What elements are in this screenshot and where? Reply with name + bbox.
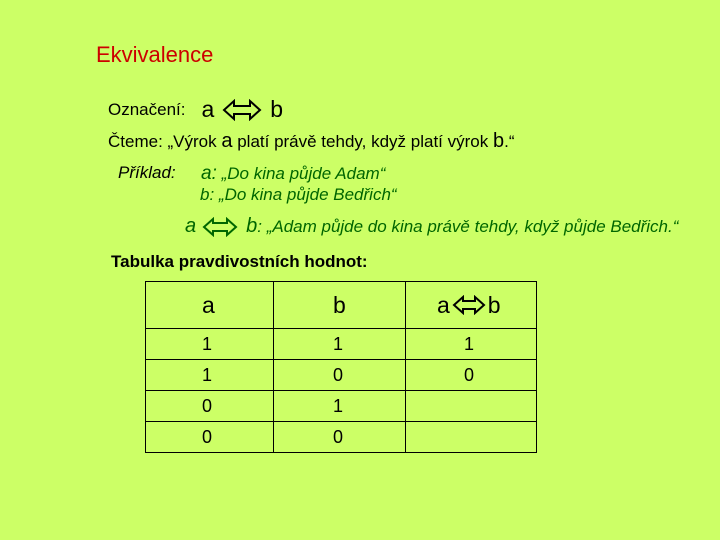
cell-a: 1 [146,360,274,391]
notation-line [108,96,283,123]
example-b-text: „Do kina půjde Bedřich“ [214,185,397,204]
table-row [146,422,537,453]
example-result [185,215,678,238]
example-a-text: „Do kina půjde Adam“ [216,164,386,183]
notation-b: b [270,96,284,122]
table-header-row [146,282,537,329]
example-line-a [201,163,385,185]
cell-a: 0 [146,422,274,453]
result-b: b [246,215,258,237]
double-arrow-icon [222,99,262,121]
example-b-var: b: [200,185,215,204]
reading-prefix: Čteme: „Výrok [108,132,222,151]
truth-table [145,281,537,453]
double-arrow-icon [452,295,486,315]
cell-result: 0 [406,360,537,391]
reading-a: a [221,130,233,152]
cell-a: 0 [146,391,274,422]
notation-label: Označení: [108,99,186,119]
table-caption: Tabulka pravdivostních hodnot: [111,252,368,271]
header-equivalence-b: b [487,291,501,318]
reading-b: b [492,130,505,152]
table-row [146,360,537,391]
cell-b: 1 [274,391,406,422]
reading-suffix: .“ [504,132,515,151]
cell-b: 0 [274,422,406,453]
result-a: a [185,215,197,237]
notation-a: a [201,96,215,122]
cell-b: 1 [274,329,406,360]
header-b: b [274,282,406,329]
example-label: Příklad: [118,163,176,182]
header-a: a [146,282,274,329]
table-row [146,329,537,360]
double-arrow-icon [202,217,238,237]
example-a-var: a: [201,163,217,184]
cell-a: 1 [146,329,274,360]
result-text: : „Adam půjde do kina právě tehdy, když půjde Bedřich.“ [257,216,679,236]
reading-middle: platí právě tehdy, když platí výrok [232,132,493,151]
table-row [146,391,537,422]
header-equivalence [406,282,537,329]
page-title: Ekvivalence [96,42,214,67]
example-line-b [200,185,397,205]
cell-result [406,391,537,422]
cell-result: 1 [406,329,537,360]
cell-b: 0 [274,360,406,391]
reading-line [108,130,514,153]
cell-result [406,422,537,453]
header-equivalence-a: a [437,291,450,318]
